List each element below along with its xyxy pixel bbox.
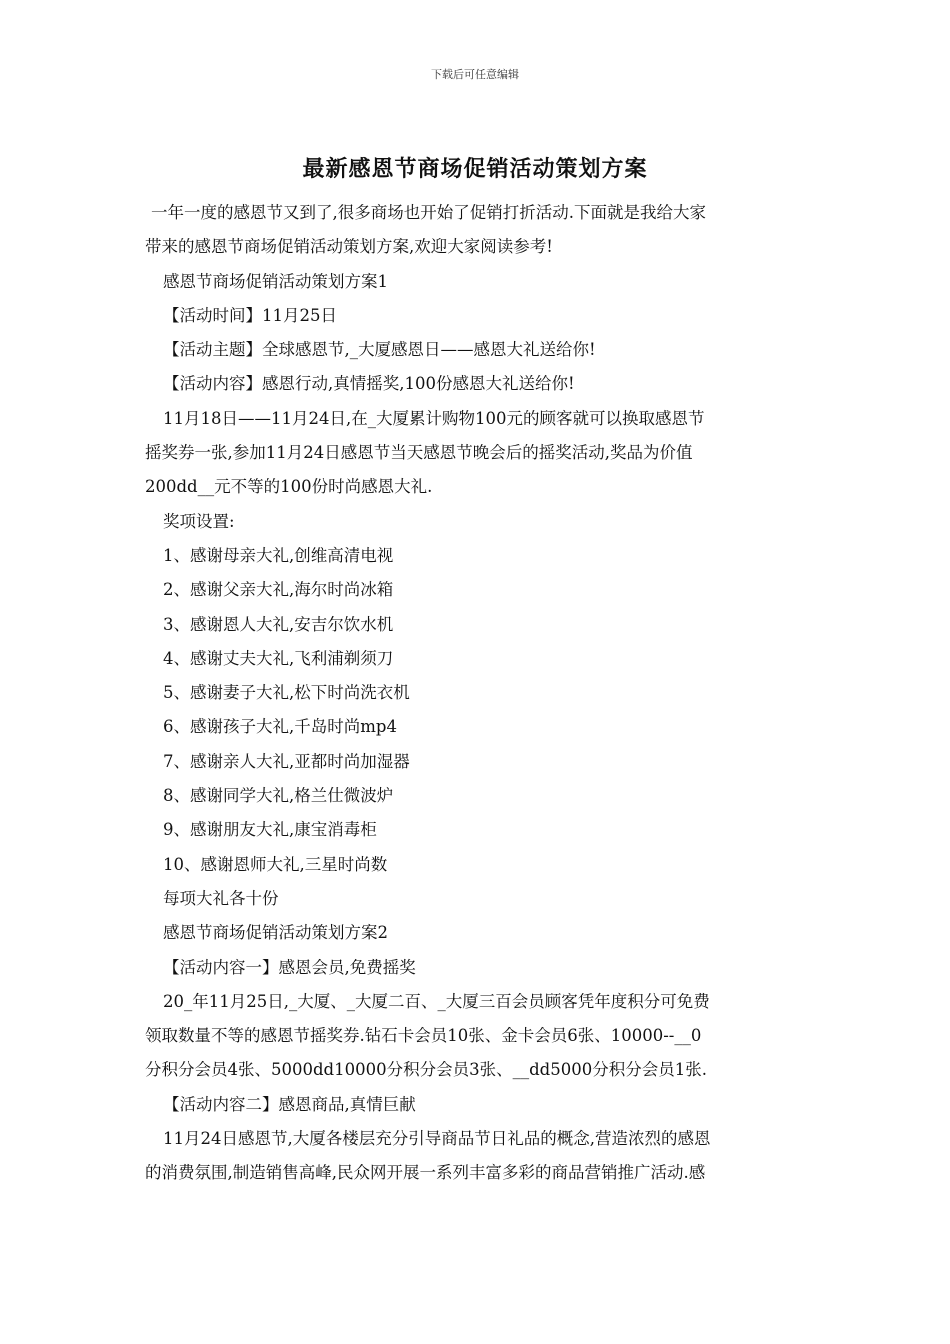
header-note: 下载后可任意编辑	[431, 68, 519, 81]
paragraph-line: 【活动内容】感恩行动,真情摇奖,100份感恩大礼送给你!	[163, 374, 575, 394]
paragraph-line: 带来的感恩节商场促销活动策划方案,欢迎大家阅读参考!	[145, 237, 553, 257]
list-item: 1、感谢母亲大礼,创维高清电视	[163, 545, 394, 565]
section-heading: 感恩节商场促销活动策划方案1	[163, 271, 388, 291]
paragraph-line: 【活动时间】11月25日	[163, 305, 337, 325]
list-item: 6、感谢孩子大礼,千岛时尚mp4	[163, 717, 397, 737]
list-item: 3、感谢恩人大礼,安吉尔饮水机	[163, 614, 394, 634]
list-item: 9、感谢朋友大礼,康宝消毒柜	[163, 820, 377, 840]
paragraph-line: 20_年11月25日,_大厦、_大厦二百、_大厦三百会员顾客凭年度积分可免费	[163, 991, 710, 1011]
paragraph-line: 奖项设置:	[163, 511, 235, 531]
section-heading: 感恩节商场促销活动策划方案2	[163, 923, 388, 943]
paragraph-line: 一年一度的感恩节又到了,很多商场也开始了促销打折活动.下面就是我给大家	[151, 203, 706, 222]
list-item: 10、感谢恩师大礼,三星时尚数	[163, 854, 388, 874]
paragraph-line: 每项大礼各十份	[163, 888, 279, 908]
list-item: 5、感谢妻子大礼,松下时尚洗衣机	[163, 683, 410, 703]
list-item: 2、感谢父亲大礼,海尔时尚冰箱	[163, 580, 394, 600]
paragraph-line: 11月24日感恩节,大厦各楼层充分引导商品节日礼品的概念,营造浓烈的感恩	[163, 1129, 711, 1149]
paragraph-line: 200dd__元不等的100份时尚感恩大礼.	[145, 477, 433, 497]
paragraph-line: 【活动内容二】感恩商品,真情巨献	[163, 1094, 416, 1114]
paragraph-line: 分积分会员4张、5000dd10000分积分会员3张、__dd5000分积分会员1张.	[145, 1060, 707, 1080]
paragraph-line: 【活动内容一】感恩会员,免费摇奖	[163, 957, 416, 977]
list-item: 4、感谢丈夫大礼,飞利浦剃须刀	[163, 648, 394, 668]
document-body	[145, 196, 810, 1191]
list-item: 7、感谢亲人大礼,亚都时尚加湿器	[163, 751, 410, 771]
paragraph-line: 的消费氛围,制造销售高峰,民众网开展一系列丰富多彩的商品营销推广活动.感	[145, 1163, 706, 1183]
paragraph-line: 【活动主题】全球感恩节,_大厦感恩日——感恩大礼送给你!	[163, 340, 596, 360]
paragraph-line: 摇奖券一张,参加11月24日感恩节当天感恩节晚会后的摇奖活动,奖品为价值	[145, 443, 693, 463]
document-title: 最新感恩节商场促销活动策划方案	[302, 156, 648, 182]
paragraph-line: 11月18日——11月24日,在_大厦累计购物100元的顾客就可以换取感恩节	[163, 408, 705, 428]
paragraph-line: 领取数量不等的感恩节摇奖券.钻石卡会员10张、金卡会员6张、10000--__0	[145, 1026, 702, 1046]
list-item: 8、感谢同学大礼,格兰仕微波炉	[163, 786, 394, 806]
